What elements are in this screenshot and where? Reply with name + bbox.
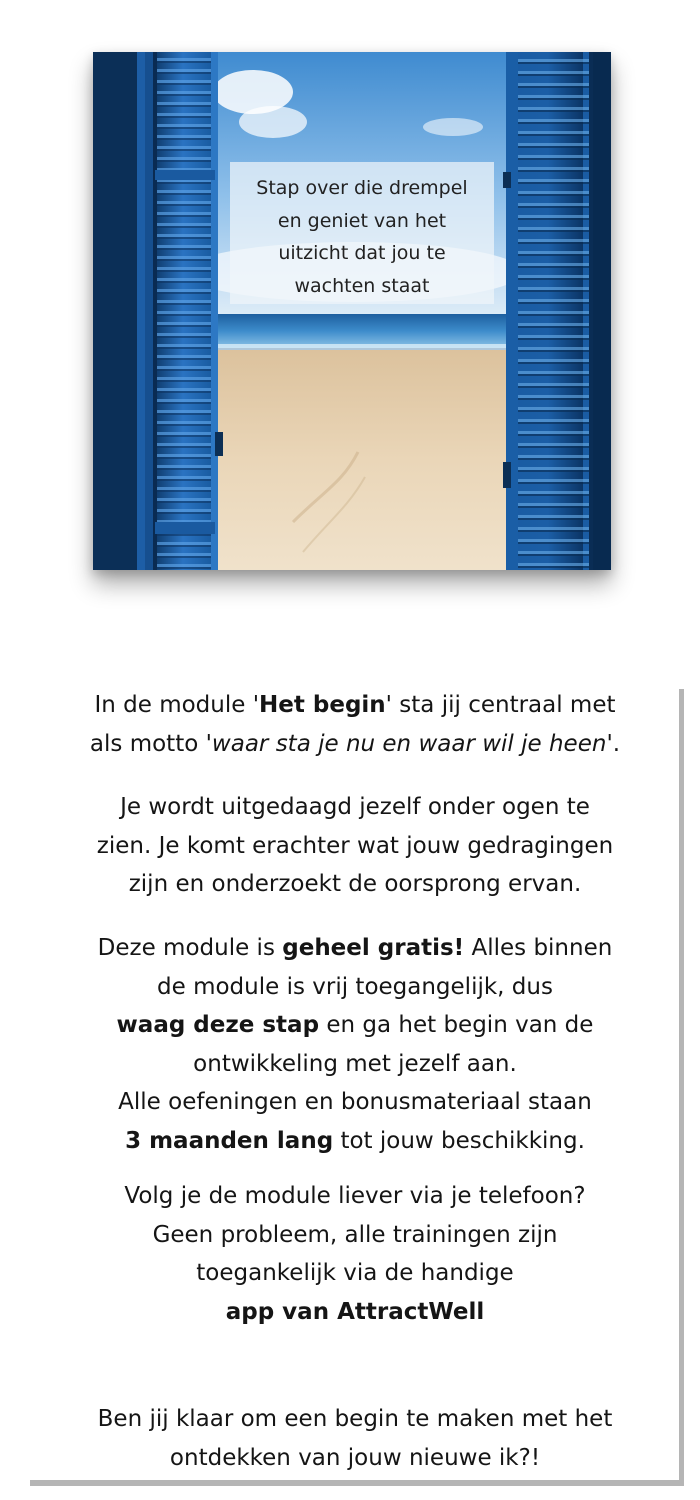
intro-text: als motto ' [89,730,212,757]
duration-highlight: 3 maanden lang [125,1127,334,1154]
hero-caption-line: wachten staat [294,274,430,297]
challenge-line: zijn en onderzoekt de oorsprong ervan. [128,871,582,897]
hero-caption-line: Stap over die drempel [256,177,468,199]
intro-text: '. [606,730,621,757]
hero-image [93,52,611,570]
hero-caption [230,162,494,304]
app-line: toegankelijk via de handige [196,1260,514,1286]
free-access-paragraph [40,929,670,1160]
closing-line: Ben jij klaar om een begin te maken met het [97,1406,613,1432]
free-highlight: waag deze stap [116,1012,320,1038]
free-line [40,929,670,968]
panel-shadow-right [679,689,684,1486]
hero-caption-line: uitzicht dat jou te [278,242,446,264]
intro-text: In de module ' [94,692,260,718]
closing-line: ontdekken van jouw nieuwe ik?! [169,1444,541,1471]
intro-line [40,686,670,725]
app-line: Geen probleem, alle trainingen zijn [152,1221,558,1248]
app-paragraph [40,1177,670,1331]
free-text: Alles binnen [464,935,613,961]
beach-door-illustration [93,52,611,570]
free-text: tot jouw beschikking. [333,1127,585,1154]
free-highlight: geheel gratis! [282,935,465,961]
free-line [40,1122,670,1161]
module-motto: waar sta je nu en waar wil je heen [211,730,607,757]
closing-paragraph [40,1400,670,1477]
challenge-line: zien. Je komt erachter wat jouw gedragingen [96,832,614,859]
free-line: de module is vrij toegangelijk, dus [157,973,553,1000]
module-name: Het begin [259,692,386,718]
challenge-line: Je wordt uitgedaagd jezelf onder ogen te [120,794,590,820]
free-line: ontwikkeling met jezelf aan. [193,1050,517,1077]
intro-line [40,725,670,764]
hero-caption-line: en geniet van het [277,209,447,232]
free-line: Alle oefeningen en bonusmateriaal staan [118,1089,592,1115]
free-text: en ga het begin van de [319,1012,594,1038]
intro-paragraph [40,686,670,763]
app-name: app van AttractWell [225,1298,485,1325]
free-text: Deze module is [97,935,283,961]
app-line [40,1293,670,1332]
challenge-paragraph [40,788,670,904]
app-line: Volg je de module liever via je telefoon? [124,1183,586,1209]
intro-text: ' sta jij centraal met [385,692,616,718]
free-line [40,1006,670,1045]
panel-shadow-bottom [30,1480,684,1486]
